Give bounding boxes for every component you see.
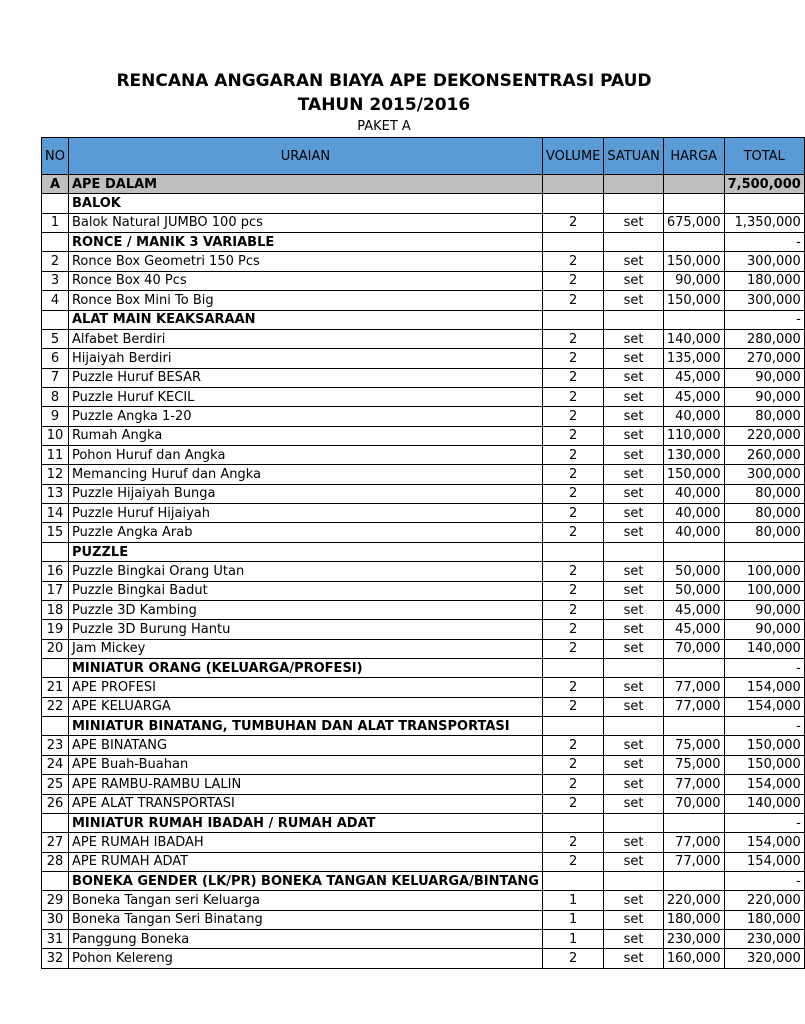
cell-harga: 77,000: [663, 697, 724, 716]
cell-total: 80,000: [724, 407, 804, 426]
cell-harga: 77,000: [663, 775, 724, 794]
cell-no: [42, 658, 69, 677]
cell-uraian: Jam Mickey: [68, 639, 542, 658]
cell-volume: 2: [542, 368, 603, 387]
cell-satuan: set: [604, 446, 663, 465]
table-row: [42, 562, 805, 581]
cell-satuan: set: [604, 833, 663, 852]
cell-harga: [663, 175, 724, 194]
cell-no: [42, 310, 69, 329]
table-row: [42, 833, 805, 852]
cell-harga: 135,000: [663, 349, 724, 368]
table-header-row: [42, 138, 805, 175]
cell-total: 150,000: [724, 755, 804, 774]
group-row: [42, 194, 805, 213]
cell-satuan: set: [604, 891, 663, 910]
cell-no: [42, 871, 69, 890]
cell-uraian: Balok Natural JUMBO 100 pcs: [68, 213, 542, 232]
cell-harga: 160,000: [663, 949, 724, 968]
cell-volume: 2: [542, 852, 603, 871]
cell-no: [42, 233, 69, 252]
cell-harga: 230,000: [663, 930, 724, 949]
cell-volume: 2: [542, 562, 603, 581]
cell-satuan: [604, 310, 663, 329]
cell-satuan: set: [604, 910, 663, 929]
cell-volume: 2: [542, 252, 603, 271]
cell-volume: 2: [542, 600, 603, 619]
cell-satuan: set: [604, 678, 663, 697]
cell-satuan: set: [604, 213, 663, 232]
cell-volume: 2: [542, 426, 603, 445]
header-uraian: URAIAN: [68, 138, 542, 175]
cell-total: 90,000: [724, 387, 804, 406]
cell-uraian: Puzzle 3D Burung Hantu: [68, 620, 542, 639]
cell-harga: 110,000: [663, 426, 724, 445]
cell-volume: 2: [542, 271, 603, 290]
table-row: [42, 252, 805, 271]
cell-total: [724, 194, 804, 213]
cell-no: 29: [42, 891, 69, 910]
cell-uraian: APE BINATANG: [68, 736, 542, 755]
cell-harga: 70,000: [663, 639, 724, 658]
cell-satuan: [604, 542, 663, 561]
cell-harga: 150,000: [663, 465, 724, 484]
cell-no: 10: [42, 426, 69, 445]
cell-total: 90,000: [724, 368, 804, 387]
table-row: [42, 600, 805, 619]
cell-total: 320,000: [724, 949, 804, 968]
cell-satuan: set: [604, 484, 663, 503]
table-row: [42, 349, 805, 368]
cell-satuan: set: [604, 523, 663, 542]
cell-total: 100,000: [724, 581, 804, 600]
cell-harga: 40,000: [663, 523, 724, 542]
table-row: [42, 852, 805, 871]
cell-uraian: APE Buah-Buahan: [68, 755, 542, 774]
table-row: [42, 465, 805, 484]
group-row: [42, 813, 805, 832]
cell-total: -: [724, 310, 804, 329]
cell-no: 30: [42, 910, 69, 929]
cell-volume: 2: [542, 775, 603, 794]
cell-harga: 45,000: [663, 600, 724, 619]
cell-volume: 2: [542, 736, 603, 755]
cell-volume: 1: [542, 930, 603, 949]
header-volume: VOLUME: [542, 138, 603, 175]
cell-uraian: Puzzle Hijaiyah Bunga: [68, 484, 542, 503]
table-row: [42, 891, 805, 910]
cell-uraian: Rumah Angka: [68, 426, 542, 445]
cell-volume: [542, 813, 603, 832]
cell-satuan: set: [604, 407, 663, 426]
cell-uraian: APE RAMBU-RAMBU LALIN: [68, 775, 542, 794]
cell-no: 3: [42, 271, 69, 290]
cell-satuan: [604, 813, 663, 832]
cell-no: 1: [42, 213, 69, 232]
table-row: [42, 581, 805, 600]
cell-uraian: Panggung Boneka: [68, 930, 542, 949]
group-row: [42, 871, 805, 890]
table-row: [42, 697, 805, 716]
table-row: [42, 775, 805, 794]
cell-uraian: APE PROFESI: [68, 678, 542, 697]
cell-satuan: set: [604, 581, 663, 600]
section-row: [42, 175, 805, 194]
cell-volume: [542, 310, 603, 329]
cell-satuan: set: [604, 930, 663, 949]
cell-no: 23: [42, 736, 69, 755]
cell-total: 150,000: [724, 736, 804, 755]
cell-volume: 2: [542, 794, 603, 813]
cell-satuan: set: [604, 697, 663, 716]
cell-harga: 77,000: [663, 852, 724, 871]
cell-uraian: MINIATUR RUMAH IBADAH / RUMAH ADAT: [68, 813, 542, 832]
cell-total: 100,000: [724, 562, 804, 581]
table-body: [42, 175, 805, 969]
cell-volume: 2: [542, 697, 603, 716]
cell-harga: 70,000: [663, 794, 724, 813]
cell-no: 19: [42, 620, 69, 639]
cell-harga: 675,000: [663, 213, 724, 232]
cell-volume: [542, 175, 603, 194]
cell-volume: 2: [542, 213, 603, 232]
cell-uraian: Puzzle Angka Arab: [68, 523, 542, 542]
cell-no: 26: [42, 794, 69, 813]
cell-satuan: [604, 717, 663, 736]
cell-total: -: [724, 717, 804, 736]
cell-no: 24: [42, 755, 69, 774]
cell-volume: [542, 542, 603, 561]
cell-satuan: set: [604, 949, 663, 968]
cell-harga: [663, 658, 724, 677]
cell-total: 7,500,000: [724, 175, 804, 194]
cell-volume: [542, 233, 603, 252]
cell-total: 140,000: [724, 639, 804, 658]
cell-total: 80,000: [724, 484, 804, 503]
cell-volume: 2: [542, 581, 603, 600]
cell-uraian: Alfabet Berdiri: [68, 329, 542, 348]
cell-satuan: set: [604, 329, 663, 348]
cell-harga: 140,000: [663, 329, 724, 348]
cell-harga: 40,000: [663, 407, 724, 426]
cell-total: 154,000: [724, 697, 804, 716]
cell-harga: [663, 813, 724, 832]
cell-total: 80,000: [724, 523, 804, 542]
group-row: [42, 542, 805, 561]
cell-satuan: set: [604, 504, 663, 523]
cell-uraian: Puzzle Angka 1-20: [68, 407, 542, 426]
cell-satuan: [604, 175, 663, 194]
table-row: [42, 949, 805, 968]
header-satuan: SATUAN: [604, 138, 663, 175]
cell-uraian: RONCE / MANIK 3 VARIABLE: [68, 233, 542, 252]
table-row: [42, 678, 805, 697]
cell-uraian: Ronce Box Mini To Big: [68, 291, 542, 310]
cell-total: 280,000: [724, 329, 804, 348]
cell-satuan: set: [604, 600, 663, 619]
cell-total: 270,000: [724, 349, 804, 368]
cell-total: -: [724, 813, 804, 832]
cell-satuan: set: [604, 252, 663, 271]
cell-total: 260,000: [724, 446, 804, 465]
cell-no: 7: [42, 368, 69, 387]
cell-harga: 77,000: [663, 833, 724, 852]
cell-uraian: Ronce Box 40 Pcs: [68, 271, 542, 290]
cell-harga: 45,000: [663, 368, 724, 387]
cell-satuan: set: [604, 465, 663, 484]
cell-satuan: set: [604, 291, 663, 310]
cell-satuan: set: [604, 368, 663, 387]
cell-no: 6: [42, 349, 69, 368]
header-no: NO: [42, 138, 69, 175]
cell-harga: 40,000: [663, 484, 724, 503]
table-row: [42, 329, 805, 348]
cell-total: -: [724, 658, 804, 677]
cell-volume: 2: [542, 484, 603, 503]
cell-volume: 2: [542, 678, 603, 697]
cell-uraian: APE RUMAH IBADAH: [68, 833, 542, 852]
cell-volume: 2: [542, 833, 603, 852]
cell-no: 11: [42, 446, 69, 465]
cell-total: 140,000: [724, 794, 804, 813]
cell-satuan: [604, 658, 663, 677]
cell-no: [42, 813, 69, 832]
cell-uraian: BONEKA GENDER (LK/PR) BONEKA TANGAN KELUARGA/BINTANG: [68, 871, 542, 890]
budget-table: [41, 137, 805, 969]
cell-uraian: APE RUMAH ADAT: [68, 852, 542, 871]
cell-uraian: Boneka Tangan seri Keluarga: [68, 891, 542, 910]
cell-no: 14: [42, 504, 69, 523]
cell-volume: [542, 871, 603, 890]
header-harga: HARGA: [663, 138, 724, 175]
table-row: [42, 387, 805, 406]
cell-satuan: [604, 194, 663, 213]
cell-volume: 2: [542, 407, 603, 426]
cell-harga: 50,000: [663, 562, 724, 581]
cell-volume: 2: [542, 291, 603, 310]
cell-satuan: set: [604, 387, 663, 406]
cell-harga: 45,000: [663, 387, 724, 406]
cell-total: 90,000: [724, 600, 804, 619]
cell-uraian: Pohon Kelereng: [68, 949, 542, 968]
cell-volume: 2: [542, 620, 603, 639]
cell-satuan: set: [604, 271, 663, 290]
cell-volume: [542, 194, 603, 213]
package-label: PAKET A: [357, 119, 411, 134]
table-row: [42, 523, 805, 542]
cell-uraian: Puzzle 3D Kambing: [68, 600, 542, 619]
cell-no: 25: [42, 775, 69, 794]
cell-volume: [542, 717, 603, 736]
document-title: RENCANA ANGGARAN BIAYA APE DEKONSENTRASI PAUD: [116, 71, 652, 91]
table-row: [42, 446, 805, 465]
cell-volume: 2: [542, 387, 603, 406]
cell-volume: 1: [542, 891, 603, 910]
cell-uraian: APE KELUARGA: [68, 697, 542, 716]
table-row: [42, 407, 805, 426]
cell-harga: [663, 310, 724, 329]
cell-harga: 150,000: [663, 252, 724, 271]
cell-harga: [663, 194, 724, 213]
cell-no: 5: [42, 329, 69, 348]
cell-harga: 50,000: [663, 581, 724, 600]
cell-no: 2: [42, 252, 69, 271]
cell-satuan: [604, 233, 663, 252]
group-row: [42, 717, 805, 736]
group-row: [42, 658, 805, 677]
cell-total: 80,000: [724, 504, 804, 523]
cell-uraian: APE ALAT TRANSPORTASI: [68, 794, 542, 813]
cell-no: A: [42, 175, 69, 194]
group-row: [42, 310, 805, 329]
cell-total: 300,000: [724, 291, 804, 310]
table-row: [42, 368, 805, 387]
cell-volume: 2: [542, 504, 603, 523]
cell-uraian: Puzzle Bingkai Orang Utan: [68, 562, 542, 581]
cell-uraian: Puzzle Huruf KECIL: [68, 387, 542, 406]
cell-total: 154,000: [724, 852, 804, 871]
cell-satuan: set: [604, 639, 663, 658]
table-row: [42, 794, 805, 813]
cell-satuan: set: [604, 852, 663, 871]
cell-total: 230,000: [724, 930, 804, 949]
cell-total: 300,000: [724, 465, 804, 484]
cell-harga: 150,000: [663, 291, 724, 310]
cell-harga: 75,000: [663, 736, 724, 755]
cell-uraian: APE DALAM: [68, 175, 542, 194]
cell-uraian: Puzzle Huruf BESAR: [68, 368, 542, 387]
cell-harga: 40,000: [663, 504, 724, 523]
cell-no: 22: [42, 697, 69, 716]
cell-no: 20: [42, 639, 69, 658]
cell-uraian: Puzzle Bingkai Badut: [68, 581, 542, 600]
cell-total: 1,350,000: [724, 213, 804, 232]
cell-uraian: Pohon Huruf dan Angka: [68, 446, 542, 465]
cell-total: 154,000: [724, 775, 804, 794]
cell-total: 220,000: [724, 426, 804, 445]
cell-satuan: set: [604, 349, 663, 368]
cell-volume: 2: [542, 949, 603, 968]
cell-satuan: set: [604, 755, 663, 774]
cell-no: 4: [42, 291, 69, 310]
cell-uraian: Puzzle Huruf Hijaiyah: [68, 504, 542, 523]
cell-no: 21: [42, 678, 69, 697]
cell-harga: 180,000: [663, 910, 724, 929]
cell-total: 300,000: [724, 252, 804, 271]
cell-no: 13: [42, 484, 69, 503]
document-year: TAHUN 2015/2016: [297, 95, 471, 115]
cell-harga: 45,000: [663, 620, 724, 639]
cell-no: 32: [42, 949, 69, 968]
table-row: [42, 910, 805, 929]
table-row: [42, 639, 805, 658]
cell-no: 16: [42, 562, 69, 581]
cell-volume: 2: [542, 465, 603, 484]
cell-satuan: set: [604, 794, 663, 813]
cell-uraian: PUZZLE: [68, 542, 542, 561]
cell-total: [724, 542, 804, 561]
table-row: [42, 504, 805, 523]
cell-no: [42, 542, 69, 561]
cell-harga: 90,000: [663, 271, 724, 290]
table-row: [42, 484, 805, 503]
table-row: [42, 271, 805, 290]
cell-no: 9: [42, 407, 69, 426]
cell-satuan: set: [604, 562, 663, 581]
cell-uraian: Hijaiyah Berdiri: [68, 349, 542, 368]
table-row: [42, 426, 805, 445]
cell-no: 18: [42, 600, 69, 619]
cell-no: 12: [42, 465, 69, 484]
table-row: [42, 736, 805, 755]
cell-volume: 2: [542, 446, 603, 465]
cell-total: 180,000: [724, 271, 804, 290]
cell-no: 31: [42, 930, 69, 949]
cell-satuan: set: [604, 426, 663, 445]
table-row: [42, 620, 805, 639]
table-row: [42, 930, 805, 949]
cell-uraian: Memancing Huruf dan Angka: [68, 465, 542, 484]
cell-uraian: MINIATUR BINATANG, TUMBUHAN DAN ALAT TRANSPORTASI: [68, 717, 542, 736]
cell-no: 17: [42, 581, 69, 600]
cell-harga: [663, 233, 724, 252]
cell-no: [42, 717, 69, 736]
cell-satuan: set: [604, 775, 663, 794]
cell-harga: [663, 542, 724, 561]
cell-total: 154,000: [724, 833, 804, 852]
cell-harga: 220,000: [663, 891, 724, 910]
cell-total: 154,000: [724, 678, 804, 697]
cell-total: -: [724, 871, 804, 890]
cell-no: 15: [42, 523, 69, 542]
table-row: [42, 291, 805, 310]
group-row: [42, 233, 805, 252]
cell-total: 220,000: [724, 891, 804, 910]
cell-harga: [663, 871, 724, 890]
cell-total: 180,000: [724, 910, 804, 929]
cell-total: -: [724, 233, 804, 252]
cell-satuan: set: [604, 736, 663, 755]
cell-total: 90,000: [724, 620, 804, 639]
cell-no: 8: [42, 387, 69, 406]
cell-uraian: Ronce Box Geometri 150 Pcs: [68, 252, 542, 271]
cell-harga: [663, 717, 724, 736]
cell-uraian: Boneka Tangan Seri Binatang: [68, 910, 542, 929]
cell-uraian: MINIATUR ORANG (KELUARGA/PROFESI): [68, 658, 542, 677]
cell-volume: 2: [542, 329, 603, 348]
cell-harga: 75,000: [663, 755, 724, 774]
cell-volume: 2: [542, 639, 603, 658]
cell-satuan: [604, 871, 663, 890]
cell-no: 28: [42, 852, 69, 871]
table-row: [42, 755, 805, 774]
table-row: [42, 213, 805, 232]
cell-uraian: ALAT MAIN KEAKSARAAN: [68, 310, 542, 329]
cell-volume: 2: [542, 523, 603, 542]
cell-volume: 2: [542, 755, 603, 774]
cell-harga: 130,000: [663, 446, 724, 465]
cell-no: 27: [42, 833, 69, 852]
cell-uraian: BALOK: [68, 194, 542, 213]
cell-volume: 1: [542, 910, 603, 929]
cell-satuan: set: [604, 620, 663, 639]
header-total: TOTAL: [724, 138, 804, 175]
cell-volume: [542, 658, 603, 677]
cell-no: [42, 194, 69, 213]
cell-harga: 77,000: [663, 678, 724, 697]
cell-volume: 2: [542, 349, 603, 368]
